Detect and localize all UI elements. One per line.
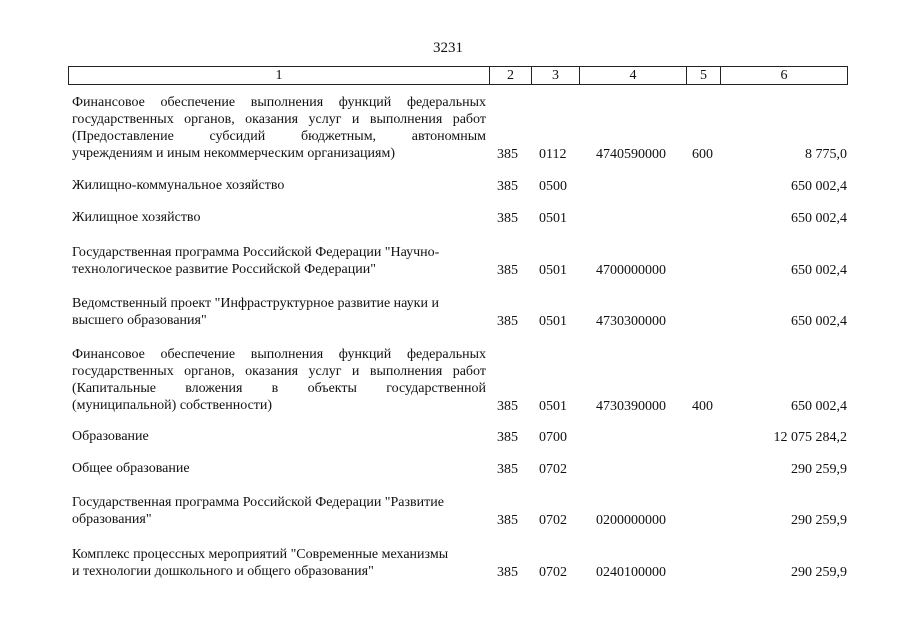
section-code: 0702 xyxy=(539,565,567,580)
row-description xyxy=(72,94,486,162)
target-article-code: 0200000000 xyxy=(596,513,666,528)
row-description xyxy=(72,494,486,528)
header-col-6: 6 xyxy=(720,67,847,84)
header-col-2: 2 xyxy=(489,67,531,84)
section-code: 0501 xyxy=(539,263,567,278)
row-description xyxy=(72,177,486,194)
row-description-line: (Предоставление субсидий бюджетным, автономным xyxy=(72,129,486,144)
amount: 650 002,4 xyxy=(791,211,847,226)
row-description-line: Жилищное хозяйство xyxy=(72,210,201,225)
row-description xyxy=(72,209,486,226)
ministry-code: 385 xyxy=(497,513,518,528)
row-description-line: Государственная программа Российской Федерации "Научно- xyxy=(72,245,440,260)
amount: 8 775,0 xyxy=(805,147,847,162)
amount: 290 259,9 xyxy=(791,565,847,580)
amount: 650 002,4 xyxy=(791,399,847,414)
header-col-4: 4 xyxy=(579,67,686,84)
target-article-code: 0240100000 xyxy=(596,565,666,580)
ministry-code: 385 xyxy=(497,314,518,329)
section-code: 0501 xyxy=(539,314,567,329)
amount: 12 075 284,2 xyxy=(773,430,847,445)
amount: 650 002,4 xyxy=(791,314,847,329)
page-number: 3231 xyxy=(433,40,463,56)
ministry-code: 385 xyxy=(497,430,518,445)
row-description-line: образования" xyxy=(72,512,152,527)
row-description-line: и технологии дошкольного и общего образования" xyxy=(72,564,374,579)
row-description xyxy=(72,244,486,278)
row-description-line: Финансовое обеспечение выполнения функций федеральных xyxy=(72,347,486,362)
row-description-line: Ведомственный проект "Инфраструктурное развитие науки и xyxy=(72,296,439,311)
section-code: 0112 xyxy=(539,147,567,162)
row-description-line: Комплекс процессных мероприятий "Современные механизмы xyxy=(72,547,449,562)
row-description-line: технологическое развитие Российской Федерации" xyxy=(72,262,376,277)
ministry-code: 385 xyxy=(497,211,518,226)
section-code: 0702 xyxy=(539,462,567,477)
row-description-line: (муниципальной) собственности) xyxy=(72,398,273,413)
ministry-code: 385 xyxy=(497,399,518,414)
section-code: 0500 xyxy=(539,179,567,194)
row-description-line: Жилищно-коммунальное хозяйство xyxy=(72,178,285,193)
amount: 290 259,9 xyxy=(791,462,847,477)
section-code: 0501 xyxy=(539,399,567,414)
row-description xyxy=(72,346,486,414)
ministry-code: 385 xyxy=(497,179,518,194)
row-description-line: высшего образования" xyxy=(72,313,207,328)
section-code: 0700 xyxy=(539,430,567,445)
expense-type-code: 400 xyxy=(692,399,713,414)
row-description-line: государственных органов, оказания услуг и выполнения работ xyxy=(72,112,486,127)
expense-type-code: 600 xyxy=(692,147,713,162)
target-article-code: 4740590000 xyxy=(596,147,666,162)
header-col-3: 3 xyxy=(531,67,579,84)
row-description-line: учреждениям и иным некоммерческим организациям) xyxy=(72,146,396,161)
target-article-code: 4730300000 xyxy=(596,314,666,329)
row-description xyxy=(72,460,486,477)
row-description-line: Общее образование xyxy=(72,461,190,476)
amount: 290 259,9 xyxy=(791,513,847,528)
row-description-line: государственных органов, оказания услуг и выполнения работ xyxy=(72,364,486,379)
row-description xyxy=(72,428,486,445)
row-description-line: Государственная программа Российской Федерации "Развитие xyxy=(72,495,444,510)
header-col-5: 5 xyxy=(686,67,720,84)
ministry-code: 385 xyxy=(497,263,518,278)
row-description-line: (Капитальные вложения в объекты государственной xyxy=(72,381,486,396)
target-article-code: 4700000000 xyxy=(596,263,666,278)
amount: 650 002,4 xyxy=(791,263,847,278)
ministry-code: 385 xyxy=(497,565,518,580)
row-description xyxy=(72,546,486,580)
table-header xyxy=(68,66,848,85)
ministry-code: 385 xyxy=(497,147,518,162)
header-col-1: 1 xyxy=(275,68,283,83)
row-description-line: Образование xyxy=(72,429,149,444)
row-description xyxy=(72,295,486,329)
amount: 650 002,4 xyxy=(791,179,847,194)
ministry-code: 385 xyxy=(497,462,518,477)
target-article-code: 4730390000 xyxy=(596,399,666,414)
section-code: 0501 xyxy=(539,211,567,226)
section-code: 0702 xyxy=(539,513,567,528)
row-description-line: Финансовое обеспечение выполнения функций федеральных xyxy=(72,95,486,110)
